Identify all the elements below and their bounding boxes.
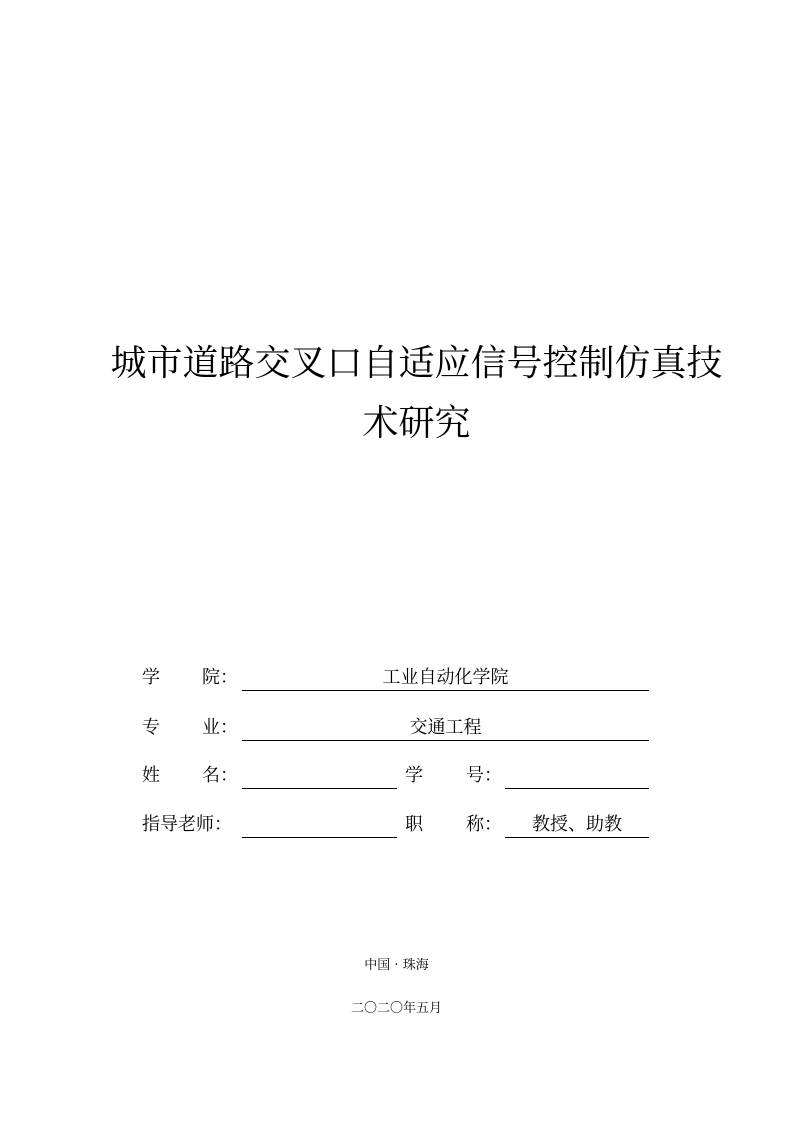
title-rank-label-char1: 职 [405, 814, 423, 835]
college-label-char2: 院： [202, 667, 238, 688]
title-rank-field: 教授、助教 [505, 813, 649, 838]
college-field: 工业自动化学院 [242, 666, 649, 691]
college-label-char1: 学 [142, 667, 160, 688]
major-label-char1: 专 [142, 717, 160, 738]
name-label-char2: 名： [202, 765, 238, 786]
student-id-label-char1: 学 [405, 765, 423, 786]
major-label-char2: 业： [202, 717, 238, 738]
advisor-field [242, 813, 397, 838]
advisor-label: 指导老师： [142, 814, 232, 835]
thesis-title-line2: 术研究 [362, 403, 471, 444]
name-field [242, 764, 397, 789]
footer-location: 中国 · 珠海 [364, 958, 429, 973]
name-label-char1: 姓 [142, 765, 160, 786]
title-rank-label-char2: 称： [466, 814, 502, 835]
footer-date: 二〇二〇年五月 [350, 1001, 442, 1016]
student-id-field [505, 764, 649, 789]
thesis-title-line1: 城市道路交叉口自适应信号控制仿真技 [110, 343, 723, 384]
major-field: 交通工程 [242, 716, 649, 741]
student-id-label-char2: 号： [466, 765, 502, 786]
